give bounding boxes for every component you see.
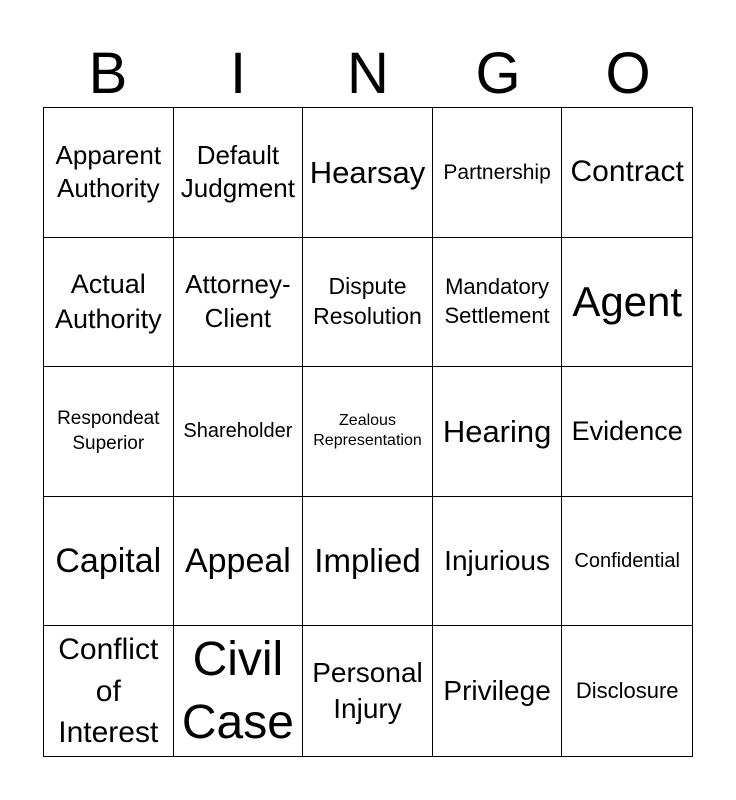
- bingo-cell-label: Agent: [572, 277, 683, 325]
- bingo-cell-label: Hearsay: [309, 154, 426, 190]
- bingo-cell-label: Actual Authority: [55, 268, 162, 334]
- bingo-cell-label: Personal Injury: [312, 656, 423, 725]
- header-letter-o: O: [605, 41, 651, 106]
- bingo-cell[interactable]: [174, 108, 304, 238]
- bingo-cell-label: Shareholder: [183, 420, 293, 443]
- bingo-header: [43, 40, 693, 108]
- bingo-cell[interactable]: [562, 626, 692, 756]
- bingo-cell[interactable]: [433, 108, 563, 238]
- bingo-cell[interactable]: [44, 108, 174, 238]
- bingo-cell[interactable]: [44, 626, 174, 756]
- bingo-cell-label: Conflict of Interest: [58, 633, 159, 749]
- bingo-cell[interactable]: [562, 238, 692, 368]
- bingo-cell-label: Dispute Resolution: [313, 273, 422, 329]
- bingo-cell-label: Civil Case: [181, 632, 294, 750]
- bingo-cell-label: Contract: [570, 155, 684, 189]
- bingo-cell[interactable]: [433, 497, 563, 627]
- bingo-cell[interactable]: [562, 497, 692, 627]
- bingo-cell[interactable]: [303, 238, 433, 368]
- bingo-cell-label: Respondeat Superior: [57, 407, 160, 455]
- bingo-cell[interactable]: [562, 108, 692, 238]
- bingo-cell[interactable]: [433, 367, 563, 497]
- bingo-cell-label: Appeal: [184, 541, 291, 580]
- bingo-cell-label: Attorney-Client: [185, 269, 291, 333]
- bingo-cell[interactable]: [174, 367, 304, 497]
- bingo-cell[interactable]: [174, 626, 304, 756]
- bingo-cell-label: Confidential: [574, 550, 680, 573]
- bingo-cell-label: Mandatory Settlement: [444, 274, 550, 328]
- bingo-cell-label: Hearing: [442, 413, 552, 449]
- bingo-cell[interactable]: [303, 367, 433, 497]
- bingo-cell-label: Disclosure: [575, 678, 679, 703]
- header-letter-n: N: [347, 41, 389, 106]
- bingo-cell[interactable]: [44, 238, 174, 368]
- bingo-cell-label: Apparent Authority: [55, 139, 162, 204]
- bingo-cell[interactable]: [44, 497, 174, 627]
- bingo-cell[interactable]: [303, 626, 433, 756]
- bingo-cell-label: Implied: [314, 542, 421, 580]
- bingo-cell-label: Zealous Representation: [313, 411, 422, 450]
- bingo-cell[interactable]: [303, 497, 433, 627]
- bingo-cell[interactable]: [562, 367, 692, 497]
- header-letter-i: I: [229, 41, 247, 106]
- bingo-cell[interactable]: [174, 238, 304, 368]
- bingo-cell-label: Capital: [55, 541, 162, 580]
- bingo-cell-label: Injurious: [444, 545, 551, 577]
- header-letter-b: B: [88, 41, 128, 106]
- header-letter-g: G: [475, 41, 521, 106]
- bingo-cell[interactable]: [433, 626, 563, 756]
- bingo-card: [43, 107, 693, 757]
- bingo-cell-label: Partnership: [443, 160, 551, 184]
- bingo-cell[interactable]: [44, 367, 174, 497]
- bingo-cell[interactable]: [433, 238, 563, 368]
- bingo-cell[interactable]: [303, 108, 433, 238]
- bingo-cell-label: Default Judgment: [180, 139, 295, 204]
- bingo-cell[interactable]: [174, 497, 304, 627]
- bingo-cell-label: Privilege: [443, 675, 551, 707]
- bingo-cell-label: Evidence: [571, 416, 683, 447]
